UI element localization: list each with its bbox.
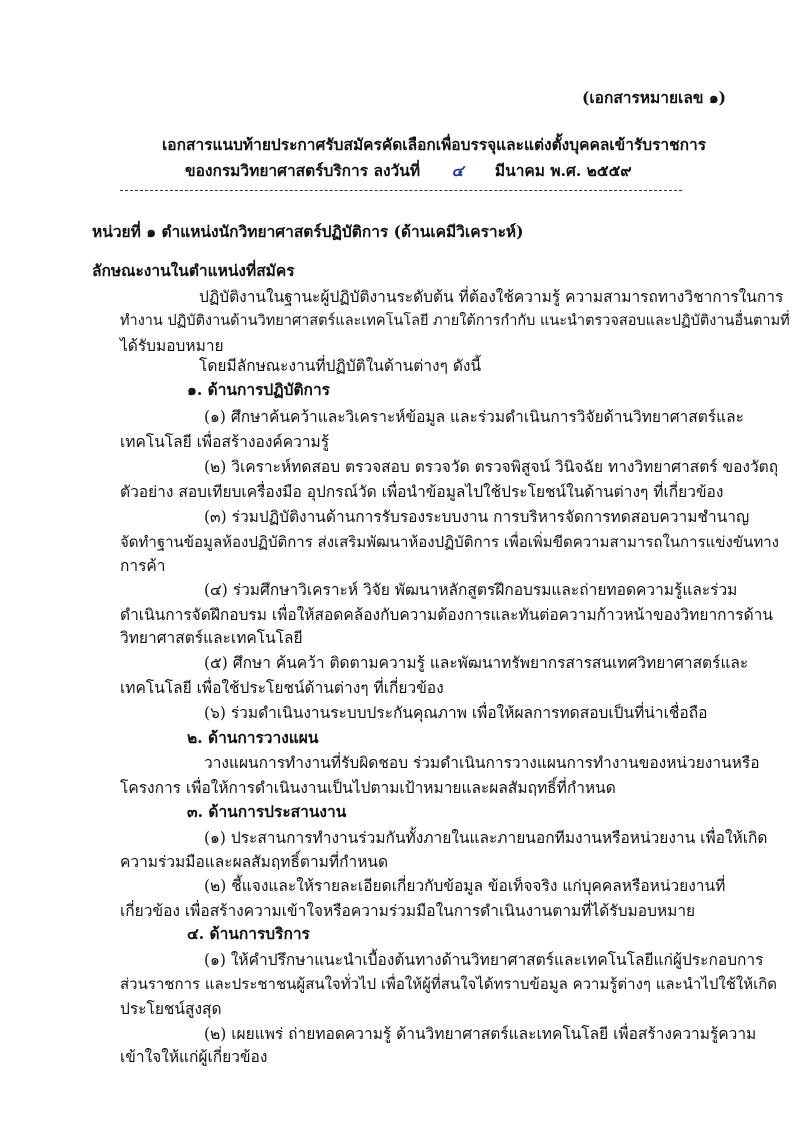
- s1-item-3-line-1: (๓) ร่วมปฏิบัติงานด้านการรับรองระบบงาน การบริหารจัดการทดสอบความชำนาญ: [204, 508, 750, 526]
- s3-item-1-line-2: ความร่วมมือและผลสัมฤทธิ์ตามที่กำหนด: [120, 853, 389, 871]
- unit-heading: หน่วยที่ ๑ ตำแหน่งนักวิทยาศาสตร์ปฏิบัติการ (ด้านเคมีวิเคราะห์): [92, 222, 524, 241]
- s1-item-2-line-1: (๒) วิเคราะห์ทดสอบ ตรวจสอบ ตรวจวัด ตรวจพิสูจน์ วินิจฉัย ทางวิทยาศาสตร์ ของวัตถุ: [204, 458, 779, 476]
- s4-item-2-line-2: เข้าใจให้แก่ผู้เกี่ยวข้อง: [120, 1048, 268, 1066]
- s4-item-1-line-1: (๑) ให้คำปรึกษาแนะนำเบื้องต้นทางด้านวิทยาศาสตร์และเทคโนโลยีแก่ผู้ประกอบการ: [204, 951, 764, 969]
- title-divider: [120, 190, 682, 191]
- s3-item-1-line-1: (๑) ประสานการทำงานร่วมกันทั้งภายในและภายนอกทีมงานหรือหน่วยงาน เพื่อให้เกิด: [204, 829, 768, 847]
- s1-item-5-line-2: เทคโนโลยี เพื่อใช้ประโยชน์ด้านต่างๆ ที่เกี่ยวข้อง: [120, 679, 444, 697]
- s1-item-6-line-1: (๖) ร่วมดำเนินงานระบบประกันคุณภาพ เพื่อให้ผลการทดสอบเป็นที่น่าเชื่อถือ: [204, 704, 708, 722]
- s2-text-line-1: วางแผนการทำงานที่รับผิดชอบ ร่วมดำเนินการวางแผนการทำงานของหน่วยงานหรือ: [204, 754, 760, 772]
- s4-item-1-line-2: ส่วนราชการ และประชาชนผู้สนใจทั่วไป เพื่อให้ผู้ที่สนใจได้ทราบข้อมูล ความรู้ต่างๆ และนำไปใช้ให้เกิด: [120, 975, 778, 993]
- title-line-1: เอกสารแนบท้ายประกาศรับสมัครคัดเลือกเพื่อบรรจุและแต่งตั้งบุคคลเข้ารับราชการ: [162, 135, 707, 154]
- s1-item-3-line-3: การค้า: [120, 557, 166, 575]
- section-2-heading: ๒. ด้านการวางแผน: [187, 728, 319, 747]
- title-line-2: [185, 161, 632, 181]
- intro-line-2: ทำงาน ปฏิบัติงานด้านวิทยาศาสตร์และเทคโนโลยี ภายใต้การกำกับ แนะนำตรวจสอบและปฏิบัติงานอื่นตามที่: [120, 313, 790, 329]
- section-1-heading: ๑. ด้านการปฏิบัติการ: [187, 380, 330, 399]
- title-line-2-prefix: ของกรมวิทยาศาสตร์บริการ ลงวันที่: [185, 161, 421, 180]
- s3-item-2-line-2: เกี่ยวข้อง เพื่อสร้างความเข้าใจหรือความร่วมมือในการดำเนินงานตามที่ได้รับมอบหมาย: [120, 902, 696, 920]
- document-number: (เอกสารหมายเลข ๑): [582, 88, 726, 107]
- s1-item-4-line-3: วิทยาศาสตร์และเทคโนโลยี: [120, 629, 303, 647]
- s1-item-2-line-2: ตัวอย่าง สอบเทียบเครื่องมือ อุปกรณ์วัด เพื่อนำข้อมูลไปใช้ประโยชน์ในด้านต่างๆ ที่เกี่ยวข้อง: [120, 483, 724, 501]
- intro-line-3: ได้รับมอบหมาย: [120, 337, 224, 355]
- intro-line-4: โดยมีลักษณะงานที่ปฏิบัติในด้านต่างๆ ดังนี้: [199, 357, 482, 375]
- s1-item-4-line-2: ดำเนินการจัดฝึกอบรม เพื่อให้สอดคล้องกับความต้องการและทันต่อความก้าวหน้าของวิทยาการด้าน: [120, 606, 773, 624]
- section-3-heading: ๓. ด้านการประสานงาน: [187, 802, 347, 821]
- s1-item-5-line-1: (๕) ศึกษา ค้นคว้า ติดตามความรู้ และพัฒนาทรัพยากรสารสนเทศวิทยาศาสตร์และ: [204, 654, 749, 672]
- s1-item-4-line-1: (๔) ร่วมศึกษาวิเคราะห์ วิจัย พัฒนาหลักสูตรฝึกอบรมและถ่ายทอดความรู้และร่วม: [204, 581, 738, 599]
- s1-item-3-line-2: จัดทำฐานข้อมูลห้องปฏิบัติการ ส่งเสริมพัฒนาห้องปฏิบัติการ เพื่อเพิ่มขีดความสามารถในการแข่งขันทาง: [120, 533, 780, 551]
- s1-item-1-line-1: (๑) ศึกษาค้นคว้าและวิเคราะห์ข้อมูล และร่วมดำเนินการวิจัยด้านวิทยาศาสตร์และ: [204, 408, 744, 426]
- s1-item-1-line-2: เทคโนโลยี เพื่อสร้างองค์ความรู้: [120, 433, 330, 451]
- s4-item-1-line-3: ประโยชน์สูงสุด: [120, 1000, 222, 1018]
- job-heading: ลักษณะงานในตำแหน่งที่สมัคร: [92, 261, 295, 280]
- title-line-2-suffix: มีนาคม พ.ศ. ๒๕๕๙: [494, 161, 632, 180]
- title-day-handwritten: ๔: [451, 161, 464, 180]
- s2-text-line-2: โครงการ เพื่อให้การดำเนินงานเป็นไปตามเป้าหมายและผลสัมฤทธิ์ที่กำหนด: [120, 779, 616, 797]
- intro-line-1: ปฏิบัติงานในฐานะผู้ปฏิบัติงานระดับต้น ที่ต้องใช้ความรู้ ความสามารถทางวิชาการในการ: [199, 288, 784, 306]
- section-4-heading: ๔. ด้านการบริการ: [187, 924, 310, 943]
- s4-item-2-line-1: (๒) เผยแพร่ ถ่ายทอดความรู้ ด้านวิทยาศาสตร์และเทคโนโลยี เพื่อสร้างความรู้ความ: [204, 1025, 757, 1043]
- s3-item-2-line-1: (๒) ชี้แจงและให้รายละเอียดเกี่ยวกับข้อมูล ข้อเท็จจริง แก่บุคคลหรือหน่วยงานที่: [204, 877, 726, 895]
